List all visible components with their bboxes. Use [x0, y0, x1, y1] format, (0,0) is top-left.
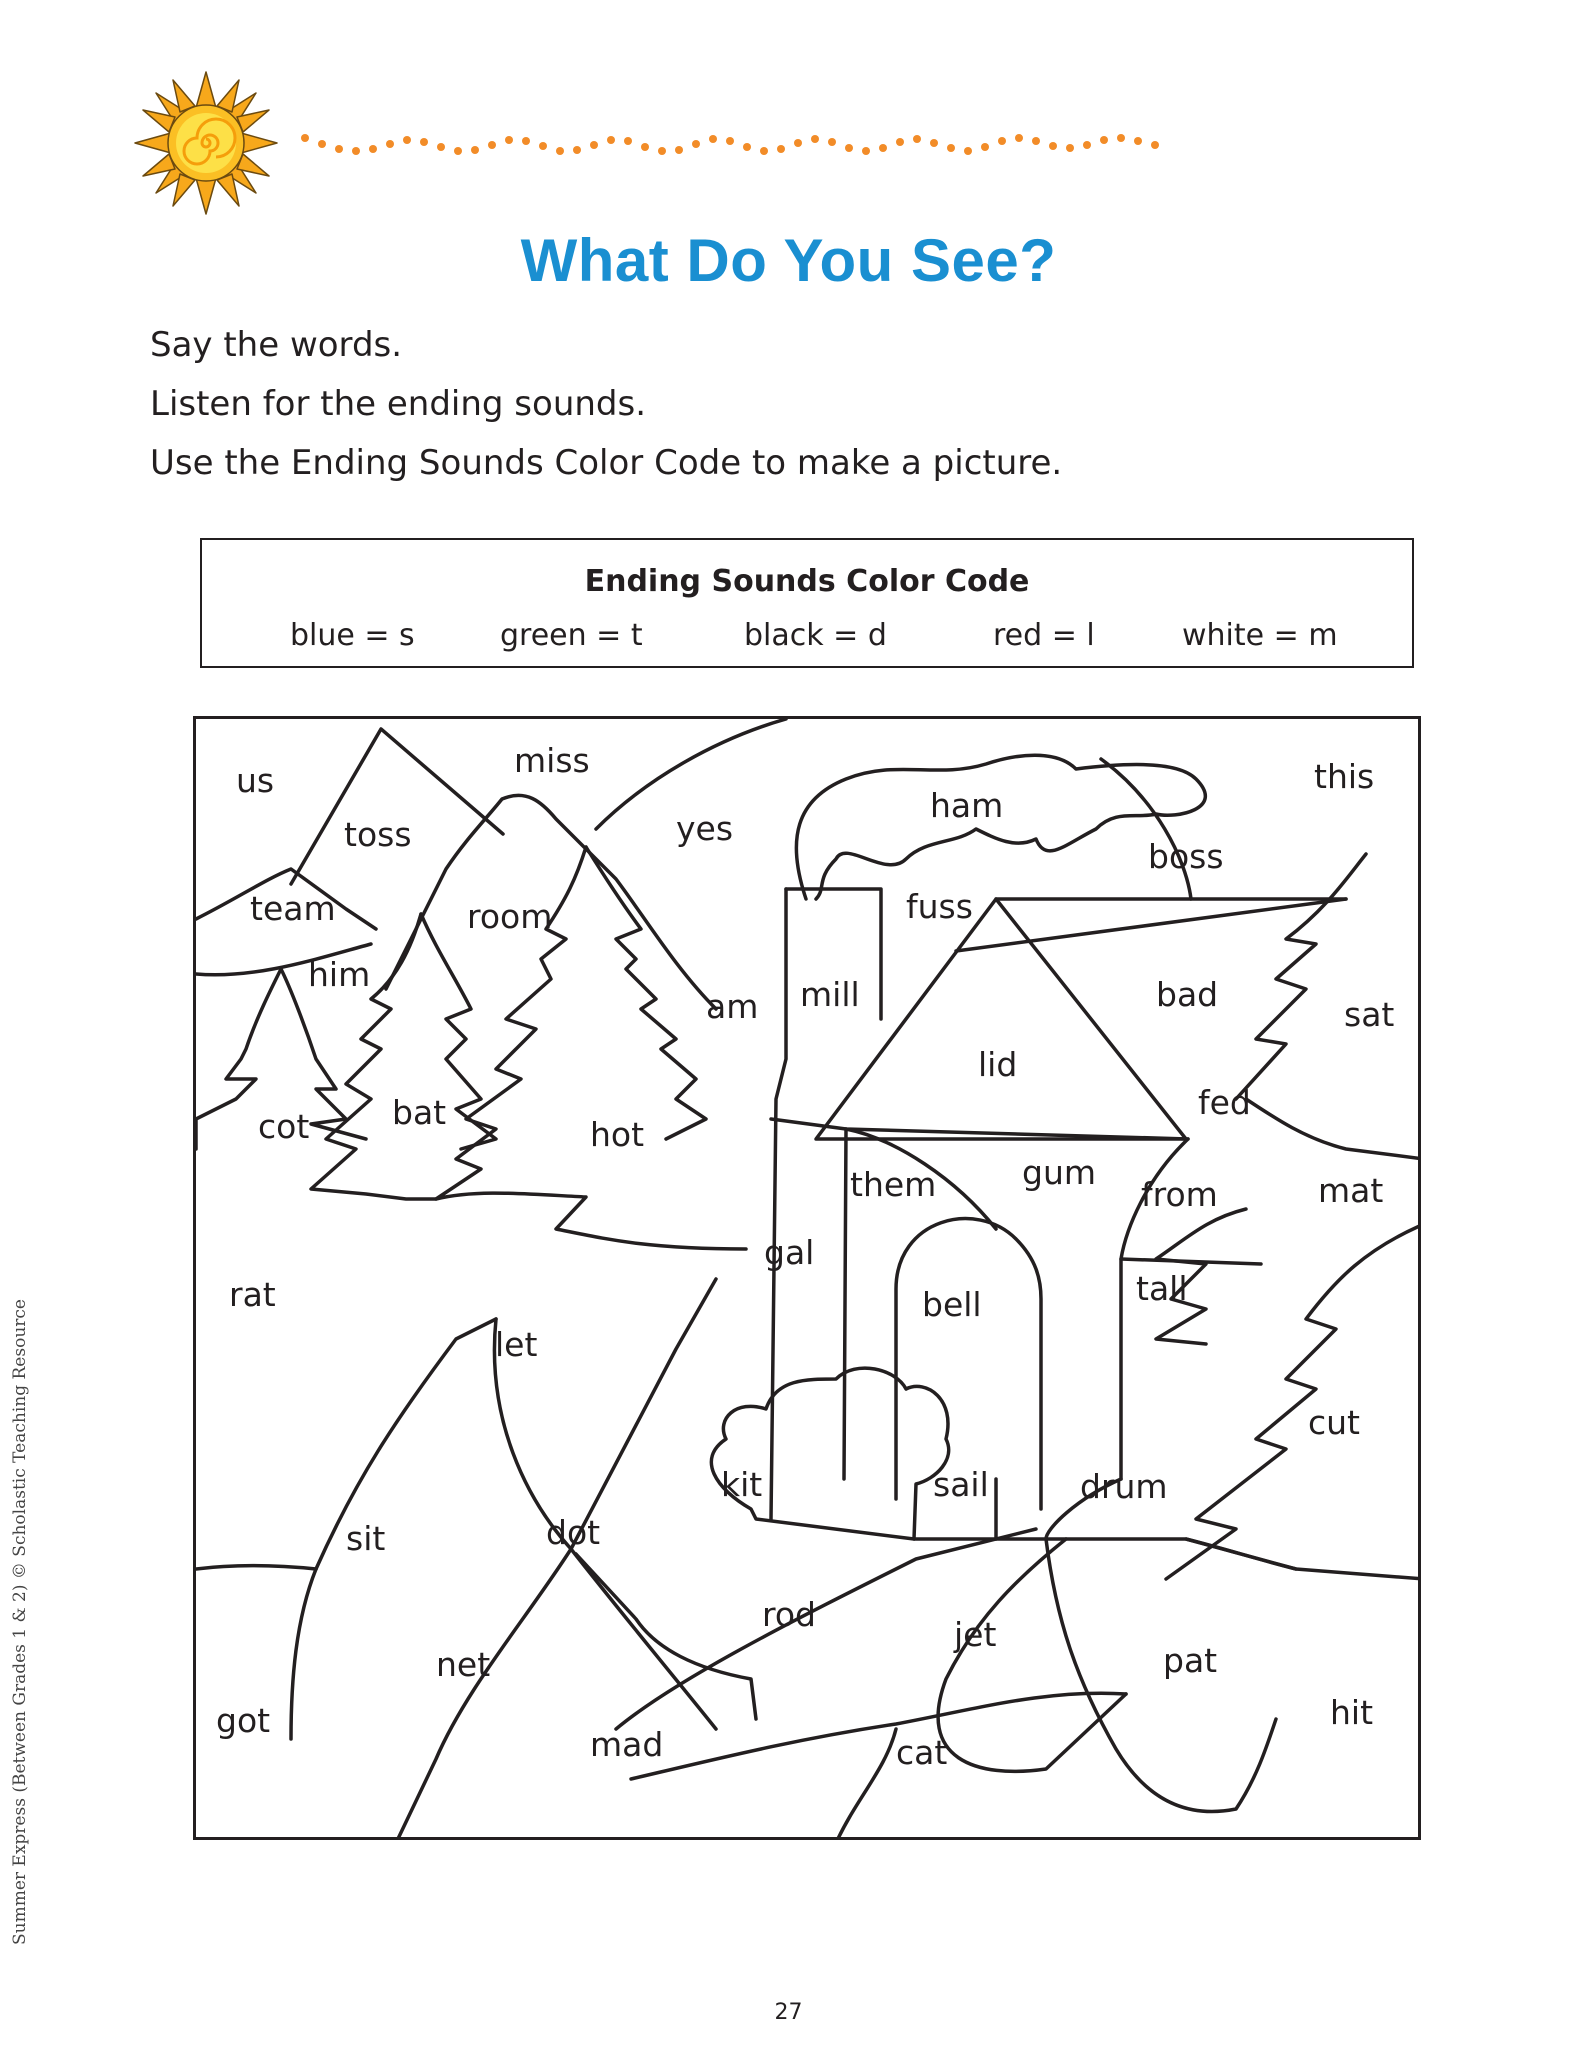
word-boss: boss: [1148, 837, 1224, 876]
sun-icon: [133, 70, 279, 216]
word-fuss: fuss: [906, 887, 973, 926]
word-bell: bell: [922, 1285, 982, 1324]
word-pat: pat: [1163, 1641, 1218, 1680]
word-bat: bat: [392, 1093, 447, 1132]
copyright-note: Summer Express (Between Grades 1 & 2) © Scholastic Teaching Resource: [10, 1299, 30, 1945]
word-him: him: [308, 955, 371, 994]
page-title: What Do You See?: [520, 227, 1057, 294]
word-rat: rat: [229, 1275, 276, 1314]
coloring-picture: [193, 716, 1421, 1840]
word-miss: miss: [514, 741, 590, 780]
word-mat: mat: [1318, 1171, 1384, 1210]
word-gal: gal: [764, 1233, 815, 1272]
word-bad: bad: [1156, 975, 1219, 1014]
word-dot: dot: [546, 1513, 601, 1552]
word-sit: sit: [346, 1519, 386, 1558]
word-jet: jet: [954, 1615, 997, 1654]
word-toss: toss: [344, 815, 412, 854]
word-drum: drum: [1080, 1467, 1168, 1506]
color-code-box: [200, 538, 1414, 668]
word-mad: mad: [590, 1725, 664, 1764]
word-let: let: [495, 1325, 538, 1364]
picture-outlines: [196, 719, 1421, 1840]
word-room: room: [467, 897, 553, 936]
word-sail: sail: [933, 1465, 989, 1504]
page-number: 27: [774, 2000, 803, 2025]
word-from: from: [1141, 1175, 1218, 1214]
code-blue: blue = s: [290, 618, 415, 653]
instruction-2: Listen for the ending sounds.: [150, 384, 647, 424]
word-net: net: [436, 1645, 491, 1684]
word-kit: kit: [721, 1465, 763, 1504]
word-gum: gum: [1022, 1153, 1097, 1192]
word-rod: rod: [762, 1595, 816, 1634]
instruction-3: Use the Ending Sounds Color Code to make a picture.: [150, 443, 1063, 483]
word-cut: cut: [1308, 1403, 1360, 1442]
word-mill: mill: [800, 975, 860, 1014]
word-hit: hit: [1330, 1693, 1374, 1732]
word-yes: yes: [676, 809, 734, 848]
color-code-heading: Ending Sounds Color Code: [584, 564, 1030, 599]
word-hot: hot: [590, 1115, 645, 1154]
code-black: black = d: [744, 618, 887, 653]
word-cot: cot: [258, 1107, 310, 1146]
word-got: got: [216, 1701, 271, 1740]
instruction-1: Say the words.: [150, 325, 403, 365]
word-am: am: [706, 987, 759, 1026]
word-this: this: [1314, 757, 1375, 796]
word-tall: tall: [1136, 1269, 1188, 1308]
word-them: them: [850, 1165, 937, 1204]
word-fed: fed: [1198, 1083, 1251, 1122]
word-ham: ham: [930, 786, 1004, 825]
word-sat: sat: [1344, 995, 1395, 1034]
code-red: red = l: [993, 618, 1095, 653]
word-lid: lid: [978, 1045, 1018, 1084]
word-cat: cat: [896, 1733, 948, 1772]
code-white: white = m: [1182, 618, 1338, 653]
word-us: us: [236, 761, 275, 800]
wavy-dot-line: [300, 126, 1170, 176]
word-team: team: [250, 889, 336, 928]
code-green: green = t: [500, 618, 643, 653]
